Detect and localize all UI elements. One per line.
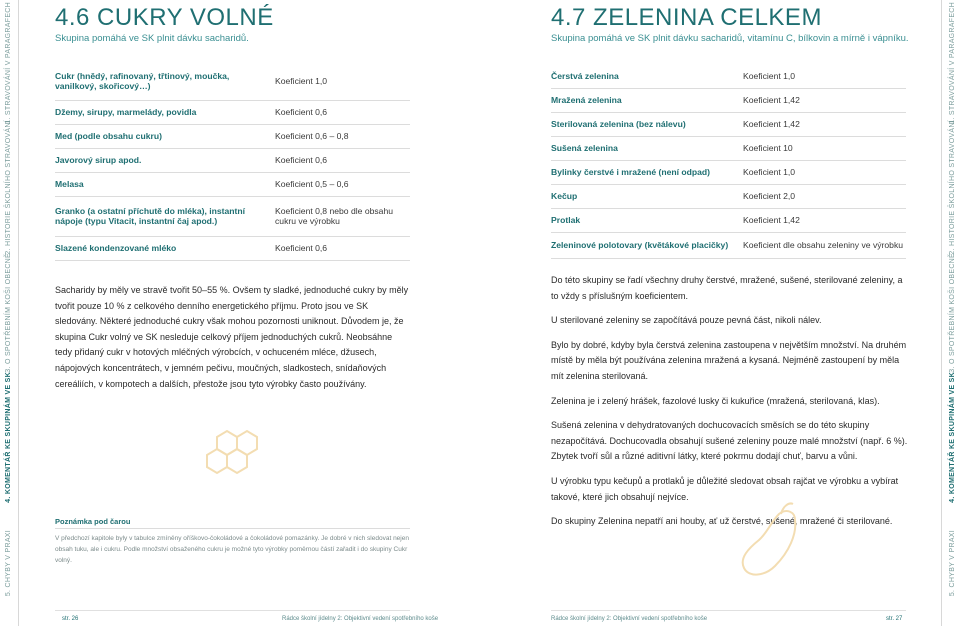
right-chapter-sidebar bbox=[944, 0, 960, 626]
table-row bbox=[551, 112, 906, 136]
chapter-tab-label: 1. STRAVOVÁNÍ V PARAGRAFECH bbox=[4, 1, 12, 124]
coefficient-value: Koeficient 0,6 bbox=[275, 148, 410, 172]
chapter-tab-3[interactable] bbox=[0, 250, 16, 375]
food-name: Bylinky čerstvé i mražené (není odpad) bbox=[551, 160, 743, 184]
food-name: Protlak bbox=[551, 208, 743, 232]
chapter-tab-2[interactable] bbox=[0, 120, 16, 255]
food-name: Sterilovaná zelenina (bez nálevu) bbox=[551, 112, 743, 136]
food-name: Kečup bbox=[551, 184, 743, 208]
footer-divider bbox=[551, 610, 906, 611]
chapter-tab-label: 4. KOMENTÁŘ KE SKUPINÁM VE SK bbox=[948, 372, 956, 503]
coefficient-value: Koeficient 0,6 – 0,8 bbox=[275, 124, 410, 148]
left-chapter-sidebar bbox=[0, 0, 16, 626]
chapter-tab-label: 2. HISTORIE ŠKOLNÍHO STRAVOVÁNÍ bbox=[948, 120, 956, 255]
food-name: Cukr (hnědý, rafinovaný, třtinový, moučka, vanilkový, skořicový…) bbox=[55, 62, 275, 100]
table-row bbox=[551, 208, 906, 232]
body-text bbox=[55, 283, 410, 401]
table-row bbox=[551, 136, 906, 160]
paragraph: Sušená zelenina v dehydratovaných dochucovacích směsích se do této skupiny nezapočítává. Dochucovadla obsahují sušené zeleniny pouze malé množství (např. 6 %). Zbytek tvoří sůl a různé aditivní látky, které pokrmu dodají chuť, barvu a vůni. bbox=[551, 420, 908, 462]
section-title: 4.7 ZELENINA CELKEM bbox=[551, 4, 822, 31]
section-title: 4.6 CUKRY VOLNÉ bbox=[55, 4, 274, 31]
coefficient-value: Koeficient 1,42 bbox=[743, 112, 906, 136]
coefficient-value: Koeficient 0,8 nebo dle obsahu cukru ve výrobku bbox=[275, 196, 410, 236]
food-name: Džemy, sirupy, marmelády, povidla bbox=[55, 100, 275, 124]
eggplant-icon bbox=[743, 511, 796, 574]
chapter-tab-label: 2. HISTORIE ŠKOLNÍHO STRAVOVÁNÍ bbox=[4, 120, 12, 255]
chapter-tab-label: 3. O SPOTŘEBNÍM KOŠI OBECNĚ bbox=[4, 252, 12, 373]
chapter-tab-5[interactable] bbox=[944, 500, 960, 626]
footnote-divider bbox=[55, 528, 410, 529]
food-name: Mražená zelenina bbox=[551, 88, 743, 112]
chapter-tab-1[interactable] bbox=[944, 0, 960, 125]
hexagon-icon bbox=[207, 449, 227, 473]
table-row bbox=[551, 232, 906, 258]
food-name: Javorový sirup apod. bbox=[55, 148, 275, 172]
chapter-tab-label: 4. KOMENTÁŘ KE SKUPINÁM VE SK bbox=[4, 372, 12, 503]
coefficient-value: Koeficient 1,42 bbox=[743, 88, 906, 112]
table-row bbox=[551, 160, 906, 184]
table-row bbox=[55, 148, 410, 172]
page-number: str. 27 bbox=[886, 616, 903, 622]
coefficient-value: Koeficient 2,0 bbox=[743, 184, 906, 208]
left-sidebar-divider bbox=[18, 0, 19, 626]
hexagon-decoration bbox=[203, 428, 265, 486]
table-row bbox=[55, 124, 410, 148]
food-name: Melasa bbox=[55, 172, 275, 196]
paragraph: U sterilované zeleniny se započítává pouze pevná část, nikoli nálev. bbox=[551, 315, 822, 326]
table-row bbox=[551, 64, 906, 88]
table-row bbox=[55, 196, 410, 236]
chapter-tab-3[interactable] bbox=[944, 250, 960, 375]
chapter-tab-label: 5. CHYBY V PRAXI bbox=[4, 529, 12, 597]
section-subtitle: Skupina pomáhá ve SK plnit dávku sacharidů. bbox=[55, 33, 249, 44]
footer-divider bbox=[55, 610, 410, 611]
chapter-tab-4[interactable] bbox=[944, 372, 960, 503]
body-text bbox=[551, 273, 911, 539]
food-name: Granko (a ostatní příchutě do mléka), instantní nápoje (typu Vitacit, instantní čaj apod.) bbox=[55, 196, 275, 236]
food-name: Zeleninové polotovary (květákové placičky) bbox=[551, 232, 743, 258]
chapter-tab-label: 3. O SPOTŘEBNÍM KOŠI OBECNĚ bbox=[948, 252, 956, 373]
paragraph: Sacharidy by měly ve stravě tvořit 50–55 %. Ovšem ty sladké, jednoduché cukry by měly tvořit pouze 10 % z celkového denního energetického příjmu. Proto jsou ve SK sledovány. Některé jednoduché cukry však mohou pozornosti uniknout. Důvodem je, že skupina Cukr volný ve SK nesleduje celkový příjem jednoduchých cukrů. Neobsáhne tedy přidaný cukr v hotových mléčných výrobcích, v ochuceném mléce, džusech, nápojových koncentrátech, v jemném pečivu, moučných, sladkostech, snídaňových cereáliích, v kompotech a dalších, přestože jsou tyto výrobky často používány. bbox=[55, 285, 409, 389]
chapter-tab-label: 1. STRAVOVÁNÍ V PARAGRAFECH bbox=[948, 1, 956, 124]
coefficient-value: Koeficient 0,6 bbox=[275, 100, 410, 124]
paragraph: U výrobku typu kečupů a protlaků je důležité sledovat obsah rajčat ve výrobku a vybírat takové, které jich obsahují nejvíce. bbox=[551, 475, 899, 502]
table-row bbox=[55, 172, 410, 196]
coefficient-table bbox=[55, 62, 410, 261]
table-row bbox=[55, 236, 410, 260]
page-number: str. 26 bbox=[62, 616, 79, 622]
hexagon-icon bbox=[227, 449, 247, 473]
table-row bbox=[55, 62, 410, 100]
coefficient-value: Koeficient 1,42 bbox=[743, 208, 906, 232]
footer-title: Rádce školní jídelny 2: Objektivní vedení spotřebního koše bbox=[282, 616, 439, 622]
chapter-tab-5[interactable] bbox=[0, 500, 16, 626]
paragraph: Bylo by dobré, kdyby byla čerstvá zelenina zastoupena v největším množství. Na druhém místě by měla být používána zelenina mražená a kysaná. Nejméně zastoupení by měla mít zelenina sterilovaná. bbox=[551, 339, 907, 381]
chapter-tab-label: 5. CHYBY V PRAXI bbox=[948, 529, 956, 597]
coefficient-value: Koeficient 1,0 bbox=[743, 160, 906, 184]
chapter-tab-4[interactable] bbox=[0, 372, 16, 503]
coefficient-value: Koeficient 1,0 bbox=[275, 62, 410, 100]
coefficient-value: Koeficient 1,0 bbox=[743, 64, 906, 88]
eggplant-illustration bbox=[735, 500, 805, 580]
food-name: Med (podle obsahu cukru) bbox=[55, 124, 275, 148]
chapter-tab-1[interactable] bbox=[0, 0, 16, 125]
right-sidebar-divider bbox=[941, 0, 942, 626]
chapter-tab-2[interactable] bbox=[944, 120, 960, 255]
food-name: Čerstvá zelenina bbox=[551, 64, 743, 88]
footer-title: Rádce školní jídelny 2: Objektivní vedení spotřebního koše bbox=[551, 616, 708, 622]
coefficient-table bbox=[551, 64, 906, 259]
table-row bbox=[551, 184, 906, 208]
paragraph: Do skupiny Zelenina nepatří ani houby, ať už čerstvé, sušené, mražené či sterilované. bbox=[551, 516, 893, 527]
section-subtitle: Skupina pomáhá ve SK plnit dávku sacharidů, vitamínu C, bílkovin a mírně i vápníku. bbox=[551, 33, 909, 44]
footnote-title: Poznámka pod čarou bbox=[55, 517, 131, 526]
footnote-text: V předchozí kapitole byly v tabulce zmíněny oříškovo-čokoládové a čokoládové pomazánky. Je dobré v nich sledovat nejen obsah tuku, ale i cukru. Podle množství obsaženého cukru je možné tyto výrobky poměrnou částí zařadit i do skupiny Cukr volný. bbox=[55, 535, 409, 564]
paragraph: Zelenina je i zelený hrášek, fazolové lusky či kukuřice (mražená, sterilovaná, klas). bbox=[551, 395, 880, 406]
table-row bbox=[55, 100, 410, 124]
food-name: Sušená zelenina bbox=[551, 136, 743, 160]
paragraph: Do této skupiny se řadí všechny druhy čerstvé, mražené, sušené, sterilované zeleniny, a to vždy s příslušným koeficientem. bbox=[551, 275, 903, 301]
table-row bbox=[551, 88, 906, 112]
coefficient-value: Koeficient 0,5 – 0,6 bbox=[275, 172, 410, 196]
coefficient-value: Koeficient 0,6 bbox=[275, 236, 410, 260]
coefficient-value: Koeficient 10 bbox=[743, 136, 906, 160]
food-name: Slazené kondenzované mléko bbox=[55, 236, 275, 260]
coefficient-value: Koeficient dle obsahu zeleniny ve výrobku bbox=[743, 232, 906, 258]
